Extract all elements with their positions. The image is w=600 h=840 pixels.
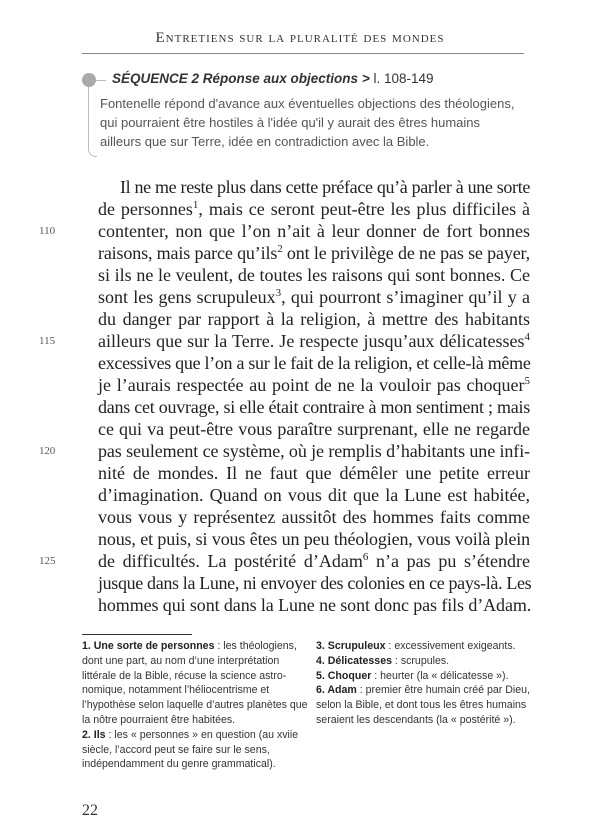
footnotes-right	[316, 639, 544, 728]
line-number: 110	[39, 225, 56, 237]
sequence-arrow: >	[358, 71, 374, 86]
text-line	[98, 594, 530, 616]
text-line	[98, 198, 530, 220]
text-line	[98, 506, 530, 528]
footnote-definition: : premier être humain créé par Dieu, selon la Bible, et dont tous les êtres humains seraient les descendants (la « postérité »).	[316, 684, 530, 726]
description-line: qui pourraient être hostiles à l'idée qu'il y aurait des êtres humains	[100, 115, 481, 130]
line-text: dans cet ouvrage, si elle était contraire à mon sentiment ; mais	[98, 397, 530, 417]
line-text: hommes qui sont dans la Lune ne sont donc pas fils d’Adam.	[98, 595, 532, 615]
running-head: Entretiens sur la pluralité des mondes	[155, 30, 445, 46]
bullet-dot-icon	[82, 73, 96, 87]
line-text: si ils ne le veulent, de toutes les raisons qui sont bonnes. Ce	[98, 265, 530, 285]
footnote	[316, 654, 544, 669]
footnote-term: 6. Adam	[316, 684, 357, 697]
footnote-term: 2. Ils	[82, 728, 106, 741]
line-text: nous, et puis, si vous êtes un peu théologien, vous voilà plein	[98, 529, 530, 549]
footnote	[82, 639, 308, 728]
line-text: Il ne me reste plus dans cette préface qu’à parler à une sorte	[120, 177, 530, 197]
footnote-definition: : scrupules.	[391, 654, 450, 667]
sequence-label: SÉQUENCE 2 Réponse aux objections	[112, 71, 359, 86]
footnote-term: 1. Une sorte de personnes	[82, 640, 215, 652]
footnote-ref[interactable]: 1	[192, 199, 199, 211]
footnote-definition: : les théologiens, dont une part, au nom d’une interprétation littérale de la Bible, récuse la science astro-nomique, notamment l’héliocentrisme et l’hypothèse selon laquelle d’autres planètes que la nôtre pourraient être habitées.	[82, 640, 308, 726]
line-number: 125	[39, 555, 56, 567]
text-line	[39, 220, 530, 242]
text-line	[98, 462, 530, 484]
main-text	[39, 176, 532, 616]
text-line	[39, 330, 530, 352]
footnote-definition: : heurter (la « délicatesse »).	[371, 669, 509, 682]
line-text: excessives que l’on a sur le fait de la religion, et celle-là même	[98, 353, 531, 373]
line-text: ont le privilège de ne pas se payer,	[282, 243, 531, 263]
footnote	[316, 669, 544, 684]
line-text: contenter, non que l’on n’ait à leur donner de fort bonnes	[98, 221, 530, 241]
line-number: 115	[39, 335, 56, 347]
footnote-ref[interactable]: 5	[524, 375, 530, 387]
text-line	[39, 440, 530, 462]
sequence-bracket-line	[88, 84, 97, 157]
footnote-term: 5. Choquer	[316, 669, 372, 682]
description-line: Fontenelle répond d'avance aux éventuelles objections des théologiens,	[100, 96, 515, 111]
footnote-ref[interactable]: 2	[277, 243, 283, 255]
line-reference: l. 108-149	[373, 71, 434, 86]
line-text: de difficultés. La postérité d’Adam	[98, 551, 363, 571]
text-line	[98, 572, 530, 594]
line-text: , mais ce seront peut-être les plus difficiles à	[198, 199, 530, 219]
text-line	[98, 308, 530, 330]
line-text: vous vous y représentez aussitôt des hommes faits comme	[98, 507, 530, 527]
text-line	[98, 484, 530, 506]
footnote-definition: : excessivement exigeants.	[385, 640, 516, 652]
connector-line	[96, 80, 106, 81]
line-text: raisons, mais parce qu’ils	[98, 243, 278, 263]
footnote-ref[interactable]: 3	[275, 287, 282, 299]
footnote	[316, 683, 544, 727]
text-line	[98, 418, 530, 440]
text-line	[98, 374, 530, 396]
footnote-definition: : les « personnes » en question (au xviie siècle, l’accord peut se faire sur le sens, indépendamment du genre grammatical).	[82, 728, 299, 771]
text-line	[98, 528, 530, 550]
line-number: 120	[39, 445, 56, 457]
line-text: n’a pas pu s’étendre	[368, 551, 530, 571]
line-text: ce qui va peut-être vous paraître surprenant, elle ne regarde	[98, 419, 530, 439]
footnote	[82, 728, 308, 772]
description-line: ailleurs que sur Terre, idée en contradiction avec la Bible.	[100, 134, 430, 149]
text-line	[98, 176, 530, 198]
line-text: de personnes	[98, 199, 193, 219]
line-text: nité de mondes. Il ne faut que démêler une petite erreur	[98, 463, 530, 483]
text-line	[98, 352, 530, 374]
line-text: du danger par rapport à la religion, à mettre des habitants	[98, 309, 530, 329]
page-number: 22	[82, 802, 98, 819]
text-line	[98, 396, 530, 418]
line-text: pas seulement ce système, où je remplis d’habitants une infi-	[98, 441, 530, 461]
line-text: , qui pourront s’imaginer qu’il y a	[281, 287, 530, 307]
header-divider	[82, 53, 524, 54]
sequence-title	[112, 70, 434, 87]
line-text: sont les gens scrupuleux	[98, 287, 276, 307]
sequence-description	[100, 94, 514, 151]
footnote	[316, 639, 544, 654]
text-line	[98, 242, 530, 264]
footnotes-left	[82, 639, 308, 772]
line-text: jusque dans la Lune, ni envoyer des colonies en ce pays-là. Les	[98, 573, 532, 593]
line-text: d’imagination. Quand on vous dit que la Lune est habitée,	[98, 485, 530, 505]
line-text: ailleurs que sur la Terre. Je respecte jusqu’aux délicatesses	[98, 331, 525, 351]
footnote-divider	[82, 634, 192, 635]
footnote-term: 3. Scrupuleux	[316, 640, 386, 652]
footnote-term: 4. Délicatesses	[316, 654, 392, 667]
footnote-ref[interactable]: 6	[362, 551, 369, 563]
text-line	[39, 550, 530, 572]
text-line	[98, 286, 530, 308]
line-text: je l’aurais respectée au point de ne la vouloir pas choquer	[98, 375, 525, 395]
footnote-ref[interactable]: 4	[524, 331, 530, 343]
text-line	[98, 264, 530, 286]
